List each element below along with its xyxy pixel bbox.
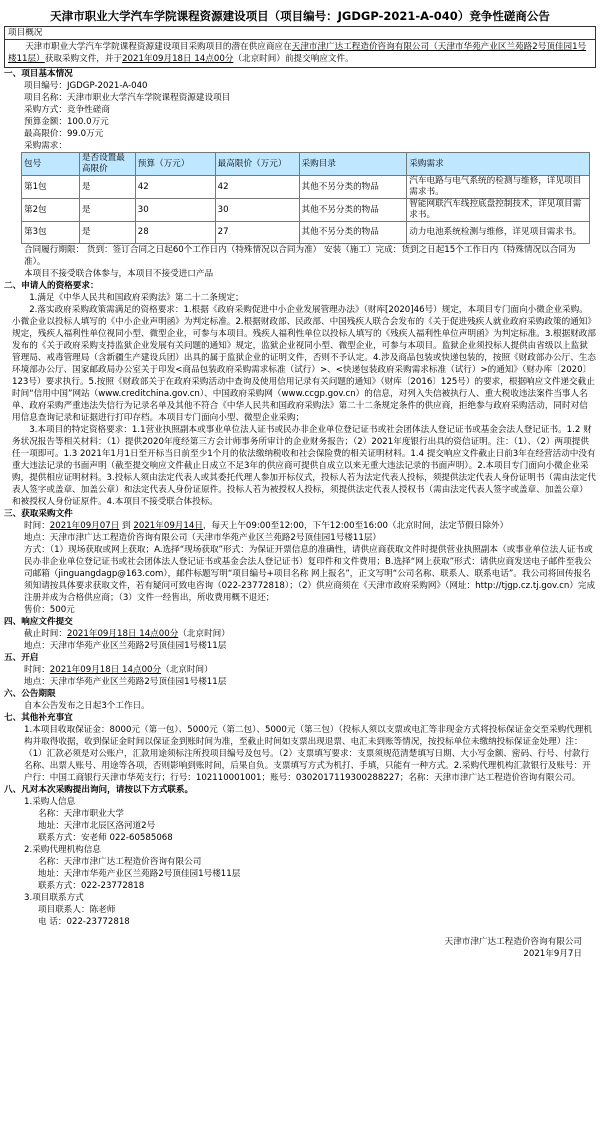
col-header-requirement: 采购需求 bbox=[407, 153, 590, 176]
obtain-time-to: 到 bbox=[119, 521, 134, 531]
overview-heading: 项目概况 bbox=[5, 27, 595, 40]
supplementary-text: 1.本项目收取保证金：8000元（第一包）、5000元（第二包）、5000元（第三包）（投标人须以支票或电汇等非现金方式将投标保证金交至采购代理机构并取得收据，收到保证金时间以保证金到账时间为准，至截止时间如支票出现退票、电汇未到账等情况，按投标单位未缴纳投标保证金处理）注：（1）汇款必须是对公账户，汇款用途须标注所投项目编号及包号。（2）支票填写要求：支票须规范清楚填写日期、大小写金额、密码、行号、付款行名称、出票人账号、用途等各项，否则影响到账时间，后果自负。支票填写方式为机打、手填，只能有一种方式。2.采购代理机构汇款银行及账号：开户行：中国工商银行天津市华苑支行；行号：102110001001；账号：0302017119300288227；名称：天津市津广达工程造价咨询有限公司。 bbox=[24, 725, 592, 783]
document-price: 售价：500元 bbox=[24, 605, 75, 615]
submit-deadline-suffix: （北京时间） bbox=[178, 629, 230, 639]
submit-place: 地点：天津市华苑产业区兰苑路2号顶佳园1号楼11层 bbox=[24, 641, 227, 651]
cell-budget: 28 bbox=[135, 222, 215, 244]
cell-catalog: 其他不另分类的物品 bbox=[299, 222, 407, 244]
obtain-time-suffix: ，每天上午09:00至12:00，下午12:00至16:00（北京时间，法定节假日除外） bbox=[202, 521, 509, 531]
requirements-label: 采购需求： bbox=[24, 141, 67, 151]
agent-address: 地址：天津市华苑产业区兰苑路2号顶佳园1号楼11层 bbox=[38, 869, 241, 879]
agent-contact: 联系方式：022-23772818 bbox=[38, 881, 145, 891]
cell-max-price: 42 bbox=[215, 176, 299, 199]
obtain-time-start: 2021年09月07日 bbox=[49, 521, 120, 531]
section1-heading: 一、项目基本情况 bbox=[4, 69, 73, 79]
cell-max-price: 27 bbox=[215, 222, 299, 244]
cell-requirement: 汽车电路与电气系统的检测与维修，详见项目需求书。 bbox=[407, 176, 590, 199]
package-table bbox=[21, 152, 590, 244]
signature-org: 天津市津广达工程造价咨询有限公司 bbox=[444, 937, 582, 947]
qualification-item2: 2.落实政府采购政策需满足的资格要求：1.根据《政府采购促进中小企业发展管理办法》（财库[2020]46号）规定，本项目专门面向小微企业采购。小微企业以投标人填写的《中小企业声明函》为判定标准。2.根据财政部、民政部、中国残疾人联合会发布的《关于促进残疾人就业政府采购政策的通知》规定，残疾人福利性单位视同小型、微型企业，可参与本项目。残疾人福利性单位以投标人填写的《残疾人福利性单位声明函》为判定标准。3.根据财政部发布的《关于政府采购支持监狱企业发展有关问题的通知》规定，监狱企业视同小型、微型企业，可参与本项目。监狱企业须投标人提供由省级以上监狱管理局、戒毒管理局（含新疆生产建设兵团）出具的属于监狱企业的证明文件，否则不予认定。4.涉及商品包装或快递包装的，按照《财政部办公厅、生态环境部办公厅、国家邮政局办公室关于印发<商品包装政府采购需求标准（试行）>、<快递包装政府采购需求标准（试行）>的通知》（财办库〔2020〕123号）要求执行。5.按照《财政部关于在政府采购活动中查询及使用信用记录有关问题的通知》（财库〔2016〕125号）的要求，根据响应文件递交截止时间“信用中国”网站（www.creditchina.gov.cn）、中国政府采购网（www.ccgp.gov.cn）的信息，对列入失信被执行人、重大税收违法案件当事人名单、政府采购严重违法失信行为记录名单及其他不符合《中华人民共和国政府采购法》第二十二条规定条件的供应商，拒绝参与政府采购活动，同时对信用信息查询记录和证据进行打印存档。本项目专门面向小型、微型企业采购； bbox=[12, 305, 596, 423]
overview-box bbox=[4, 26, 596, 68]
cell-package: 第3包 bbox=[22, 222, 80, 244]
project-contact-heading: 3.项目联系方式 bbox=[24, 893, 84, 903]
qualification-item1: 1.满足《中华人民共和国政府采购法》第二十二条规定； bbox=[29, 293, 244, 303]
budget-amount: 预算金额：100.0万元 bbox=[24, 117, 109, 127]
overview-part1: 天津市职业大学汽车学院课程资源建设项目采购项目的潜在供应商应在 bbox=[25, 42, 292, 52]
cell-limit-set: 是 bbox=[79, 176, 135, 199]
max-price: 最高限价：99.0万元 bbox=[24, 129, 104, 139]
qualification-item3: 3.本项目的特定资格要求：1.1营业执照副本或事业单位法人证书或民办非企业单位登记证书或社会团体法人登记证书或基金会法人登记证书。1.2 财务状况报告等相关材料：（1）提供2020年度经第三方会计师事务所审计的企业财务报告；（2）2021年度银行出具的资信证明。注：（1）、（2）两项提供任一项即可。1.3 2021年1月1日至开标当日前至少1个月的依法缴纳税收和社会保险费的相关证明材料。1.4 提交响应文件截止日前3年在经营活动中没有重大违法记录的书面声明（截至提交响应文件截止日成立不足3年的供应商可提供自成立以来无重大违法记录的书面声明）。2.本项目专门面向小微企业采购，提供相应证明材料。3.投标人须由法定代表人或其委托代理人参加开标仪式，投标人若为法定代表人投标，须提供法定代表人身份证明书（需由法定代表人签字或盖章、加盖公章）和法定代表人身份证原件。投标人若为被授权人投标，须提供法定代表人授权书（需由法定代表人签字或盖章、加盖公章）和被授权人身份证原件。4.本项目不接受联合体投标。 bbox=[12, 425, 596, 507]
section6-heading: 六、公告期限 bbox=[4, 689, 56, 699]
table-row bbox=[22, 199, 590, 222]
cell-max-price: 30 bbox=[215, 199, 299, 222]
project-number: 项目编号：JGDGP-2021-A-040 bbox=[24, 81, 148, 91]
purchaser-heading: 1.采购人信息 bbox=[24, 797, 76, 807]
section8-heading: 八、凡对本次采购提出询问，请按以下方式联系。 bbox=[4, 785, 194, 795]
col-header-package: 包号 bbox=[22, 153, 80, 176]
submit-deadline-prefix: 截止时间： bbox=[24, 629, 67, 639]
procurement-method: 采购方式：竞争性磋商 bbox=[24, 105, 110, 115]
cell-limit-set: 是 bbox=[79, 199, 135, 222]
cell-budget: 42 bbox=[135, 176, 215, 199]
obtain-method: 方式：（1）现场获取或网上获取；A.选择“现场获取”形式：为保证开票信息的准确性，请供应商获取文件时提供营业执照副本（或事业单位法人证书或民办非企业单位登记证书或社会团体法人登记证书或基金会法人登记证书）复印件和文件费用；B.选择“网上获取”形式：请供应商发送电子邮件至我公司邮箱（jinguangdagp@163.com），邮件标题写明“项目编号+项目名称 网上报名”，正文写明“公司名称、联系人、联系电话”。我公司将回传报名须知请按具体要求获取文件，若有疑问可致电咨询（022-23772818）；（2）供应商须在《天津市政府采购网》（网址：http://tjgp.cz.tj.gov.cn）完成注册并成为合格供应商；（3）文件一经售出，所收费用概不退还； bbox=[24, 545, 596, 603]
col-header-limit-set: 是否设置最高限价 bbox=[79, 153, 135, 176]
col-header-max-price: 最高限价（万元） bbox=[215, 153, 299, 176]
opening-time-prefix: 时间： bbox=[24, 665, 50, 675]
submit-deadline-value: 2021年09月18日 14点00分 bbox=[66, 629, 179, 639]
obtain-time bbox=[4, 520, 596, 532]
table-row bbox=[22, 176, 590, 199]
col-header-budget: 预算（万元） bbox=[135, 153, 215, 176]
table-row bbox=[22, 222, 590, 244]
purchaser-contact: 联系方式：安老师 022-60585068 bbox=[38, 833, 173, 843]
cell-budget: 30 bbox=[135, 199, 215, 222]
section3-heading: 三、获取采购文件 bbox=[4, 509, 73, 519]
cell-package: 第1包 bbox=[22, 176, 80, 199]
col-header-catalog: 采购目录 bbox=[299, 153, 407, 176]
announcement-period: 自本公告发布之日起3个工作日。 bbox=[24, 701, 150, 711]
opening-time bbox=[4, 664, 596, 676]
package-table-header bbox=[22, 153, 590, 176]
opening-place: 地点：天津市华苑产业区兰苑路2号顶佳园1号楼11层 bbox=[24, 677, 227, 687]
cell-limit-set: 是 bbox=[79, 222, 135, 244]
opening-time-value: 2021年09月18日 14点00分 bbox=[49, 665, 162, 675]
contract-period: 合同履行期限： 货到：签订合同之日起60个工作日内（特殊情况以合同为准） 安装（施工）完成：货到之日起15个工作日内（特殊情况以合同为准）。 bbox=[24, 245, 576, 267]
cell-package: 第2包 bbox=[22, 199, 80, 222]
project-name: 项目名称：天津市职业大学汽车学院课程资源建设项目 bbox=[24, 93, 231, 103]
overview-text bbox=[5, 40, 595, 67]
obtain-place: 地点：天津市津广达工程造价咨询有限公司（天津市华苑产业区兰苑路2号顶佳园1号楼11层） bbox=[24, 533, 382, 543]
cell-requirement: 智能网联汽车线控底盘控制技术，详见项目需求书。 bbox=[407, 199, 590, 222]
overview-location: 天津市津广达工程造价咨询有限公司（天津市华苑产业区兰苑路2号顶佳园1号楼11层） bbox=[8, 42, 587, 64]
submit-deadline bbox=[4, 628, 596, 640]
overview-part3: （北京时间）前提交响应文件。 bbox=[233, 54, 354, 64]
cell-requirement: 动力电池系统检测与维修，详见项目需求书。 bbox=[407, 222, 590, 244]
overview-part2: 获取采购文件，并于 bbox=[44, 54, 123, 64]
agent-heading: 2.采购代理机构信息 bbox=[24, 845, 101, 855]
section7-heading: 七、其他补充事宜 bbox=[4, 713, 73, 723]
cell-catalog: 其他不另分类的物品 bbox=[299, 176, 407, 199]
obtain-time-prefix: 时间： bbox=[24, 521, 50, 531]
purchaser-address: 地址：天津市北辰区洛河道2号 bbox=[38, 821, 156, 831]
purchaser-name: 名称：天津市职业大学 bbox=[38, 809, 124, 819]
page-title: 天津市职业大学汽车学院课程资源建设项目（项目编号：JGDGP-2021-A-040）竞争性磋商公告 bbox=[50, 9, 550, 23]
agent-name: 名称：天津市津广达工程造价咨询有限公司 bbox=[38, 857, 202, 867]
project-contact-phone: 电 话：022-23772818 bbox=[38, 917, 130, 927]
obtain-time-end: 2021年09月14日 bbox=[133, 521, 203, 531]
section5-heading: 五、开启 bbox=[4, 653, 39, 663]
overview-deadline: 2021年09月18日 14点00分 bbox=[122, 54, 234, 64]
opening-time-suffix: （北京时间） bbox=[161, 665, 213, 675]
no-consortium-note: 本项目不接受联合体参与，本项目不接受进口产品 bbox=[24, 269, 214, 279]
section2-heading: 二、申请人的资格要求： bbox=[4, 281, 99, 291]
signature-date: 2021年9月7日 bbox=[523, 949, 582, 959]
section4-heading: 四、响应文件提交 bbox=[4, 617, 73, 627]
cell-catalog: 其他不另分类的物品 bbox=[299, 199, 407, 222]
project-contact-person: 项目联系人：陈老师 bbox=[38, 905, 116, 915]
